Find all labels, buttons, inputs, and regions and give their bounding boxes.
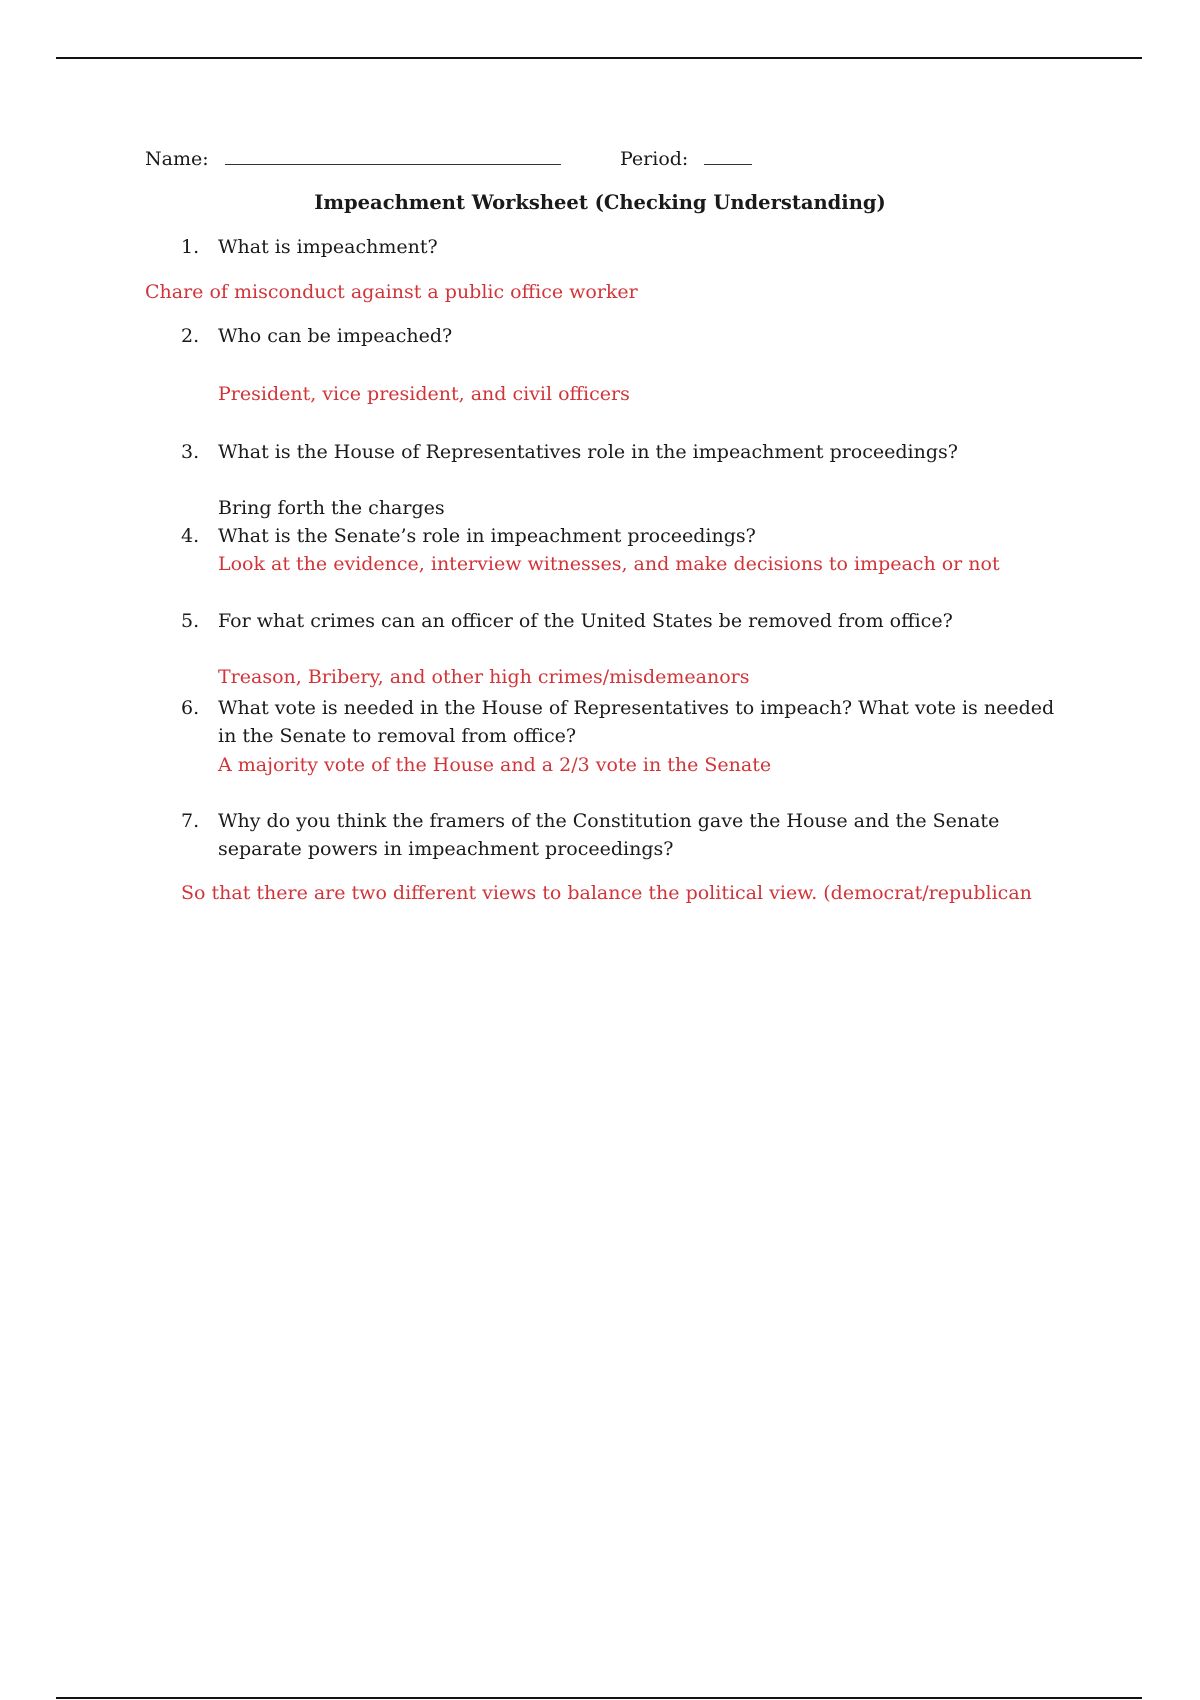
question-number: 1. xyxy=(181,236,200,258)
question-number: 3. xyxy=(181,441,200,463)
period-blank-line[interactable] xyxy=(704,148,752,165)
top-rule xyxy=(56,57,1142,59)
question-text: What is impeachment? xyxy=(218,236,438,258)
period-label: Period: xyxy=(620,148,689,170)
question-text: What is the Senate’s role in impeachment proceedings? xyxy=(218,525,756,547)
question-text: For what crimes can an officer of the United States be removed from office? xyxy=(218,610,953,632)
answer-text: President, vice president, and civil officers xyxy=(218,383,630,405)
worksheet-title: Impeachment Worksheet (Checking Understanding) xyxy=(314,191,886,214)
question-text: What is the House of Representatives role in the impeachment proceedings? xyxy=(218,441,958,463)
name-blank-line[interactable] xyxy=(225,148,561,165)
name-label: Name: xyxy=(145,148,209,170)
answer-text: So that there are two different views to balance the political view. (democrat/republican xyxy=(181,882,1032,904)
question-number: 4. xyxy=(181,525,200,547)
question-number: 6. xyxy=(181,697,200,719)
bottom-rule xyxy=(56,1697,1142,1699)
period-field xyxy=(620,145,752,173)
question-text: Why do you think the framers of the Constitution gave the House and the Senate separate powers in impeachment proceedings? xyxy=(218,810,1000,860)
answer-text: Bring forth the charges xyxy=(218,497,445,519)
question-text: What vote is needed in the House of Representatives to impeach? What vote is needed in the Senate to removal from office? xyxy=(218,697,1055,747)
question-number: 2. xyxy=(181,325,200,347)
answer-text: Look at the evidence, interview witnesses, and make decisions to impeach or not xyxy=(218,553,1000,575)
question-number: 7. xyxy=(181,810,200,832)
name-field xyxy=(145,145,561,173)
answer-text: A majority vote of the House and a 2/3 vote in the Senate xyxy=(218,754,772,776)
question-text: Who can be impeached? xyxy=(218,325,453,347)
answer-text: Treason, Bribery, and other high crimes/misdemeanors xyxy=(218,666,750,688)
answer-text: Chare of misconduct against a public office worker xyxy=(145,281,638,303)
question-number: 5. xyxy=(181,610,200,632)
